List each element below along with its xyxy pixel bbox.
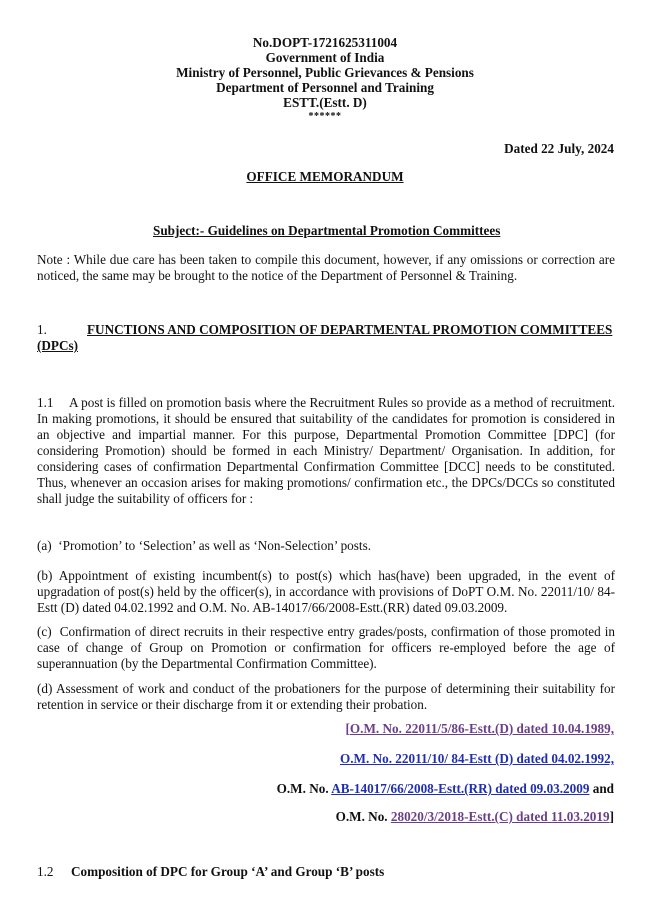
list-item-label: (b) xyxy=(37,568,53,583)
reference-link-3[interactable]: AB-14017/66/2008-Estt.(RR) dated 09.03.2009 xyxy=(331,781,590,796)
list-item-text: Appointment of existing incumbent(s) to post(s) which has(have) been upgraded, in the event of upgradation of post(s) held by the officer(s), in accordance with provisions of DoPT O.M. No. 22011/10/ 84-Estt (D) dated 04.02.1992 and O.M. No. AB-14017/66/2008-Estt.(RR) dated 09.03.2009. xyxy=(37,568,616,615)
list-item-label: (a) xyxy=(37,538,52,553)
reference-3-prefix: O.M. No. xyxy=(276,781,332,796)
reference-link-1[interactable]: O.M. No. 22011/5/86-Estt.(D) dated 10.04.1989, xyxy=(349,721,614,736)
reference-number: No.DOPT-1721625311004 xyxy=(252,35,398,50)
document-type-title: OFFICE MEMORANDUM xyxy=(246,169,404,184)
reference-link-4[interactable]: 28020/3/2018-Estt.(C) dated 11.03.2019 xyxy=(390,809,610,824)
close-bracket: ] xyxy=(609,809,614,824)
ministry-name: Ministry of Personnel, Public Grievances & Pensions xyxy=(176,65,474,80)
reference-line-2 xyxy=(340,751,614,767)
section-1-title-continued: (DPCs) xyxy=(37,338,79,353)
list-item-label: (c) xyxy=(37,624,52,639)
paragraph-1-1 xyxy=(37,395,615,507)
section-1-heading xyxy=(37,322,615,338)
reference-line-4 xyxy=(336,809,614,825)
department-name: Department of Personnel and Training xyxy=(216,80,434,95)
government-name: Government of India xyxy=(265,50,385,65)
list-item-label: (d) xyxy=(37,681,53,696)
reference-link-2[interactable]: O.M. No. 22011/10/ 84-Estt (D) dated 04.02.1992, xyxy=(340,751,614,766)
list-item-c xyxy=(37,624,615,672)
list-item-d xyxy=(37,681,615,713)
reference-4-prefix: O.M. No. xyxy=(335,809,391,824)
reference-line-3 xyxy=(277,781,614,797)
list-item-text: ‘Promotion’ to ‘Selection’ as well as ‘Non-Selection’ posts. xyxy=(58,538,372,553)
disclaimer-note: Note : While due care has been taken to compile this document, however, if any omissions or correction are noticed, the same may be brought to the notice of the Department of Personnel & Training. xyxy=(37,252,615,283)
section-name: ESTT.(Estt. D) xyxy=(283,95,367,110)
open-bracket: [ xyxy=(345,721,350,736)
list-item-a xyxy=(37,538,615,554)
reference-line-1 xyxy=(345,721,614,737)
separator-stars: ****** xyxy=(308,111,342,122)
paragraph-1-1-number: 1.1 xyxy=(37,395,54,410)
document-date: Dated 22 July, 2024 xyxy=(504,141,614,156)
paragraph-1-2-number: 1.2 xyxy=(37,864,54,879)
subject-line: Subject:- Guidelines on Departmental Promotion Committees xyxy=(153,223,501,238)
list-item-b xyxy=(37,568,615,616)
list-item-text: Assessment of work and conduct of the probationers for the purpose of determining their suitability for retention in service or their discharge from it or extending their probation. xyxy=(37,681,616,712)
list-item-text: Confirmation of direct recruits in their respective entry grades/posts, confirmation of those promoted in case of change of Group on Promotion or confirmation for officers re-employed before the age of superannuation (by the Departmental Confirmation Committee). xyxy=(37,624,615,671)
paragraph-1-1-text: A post is filled on promotion basis where the Recruitment Rules so provide as a method of recruitment. In making promotions, it should be ensured that suitability of the candidates for promotion is considered in an objective and impartial manner. For this purpose, Departmental Promotion Committee [DPC] (for considering Promotion) should be formed in each Ministry/ Department/ Organisation. In addition, for considering cases of confirmation Departmental Confirmation Committee [DCC] needs to be constituted. Thus, whenever an occasion arises for making promotions/ confirmation etc., the DPCs/DCCs so constituted shall judge the suitability of officers for : xyxy=(37,395,615,506)
section-1-title: FUNCTIONS AND COMPOSITION OF DEPARTMENTAL PROMOTION COMMITTEES xyxy=(87,322,613,337)
paragraph-1-2-heading xyxy=(37,864,384,880)
section-1-number: 1. xyxy=(37,322,47,337)
paragraph-1-2-title: Composition of DPC for Group ‘A’ and Group ‘B’ posts xyxy=(71,864,385,879)
reference-3-suffix: and xyxy=(589,781,614,796)
